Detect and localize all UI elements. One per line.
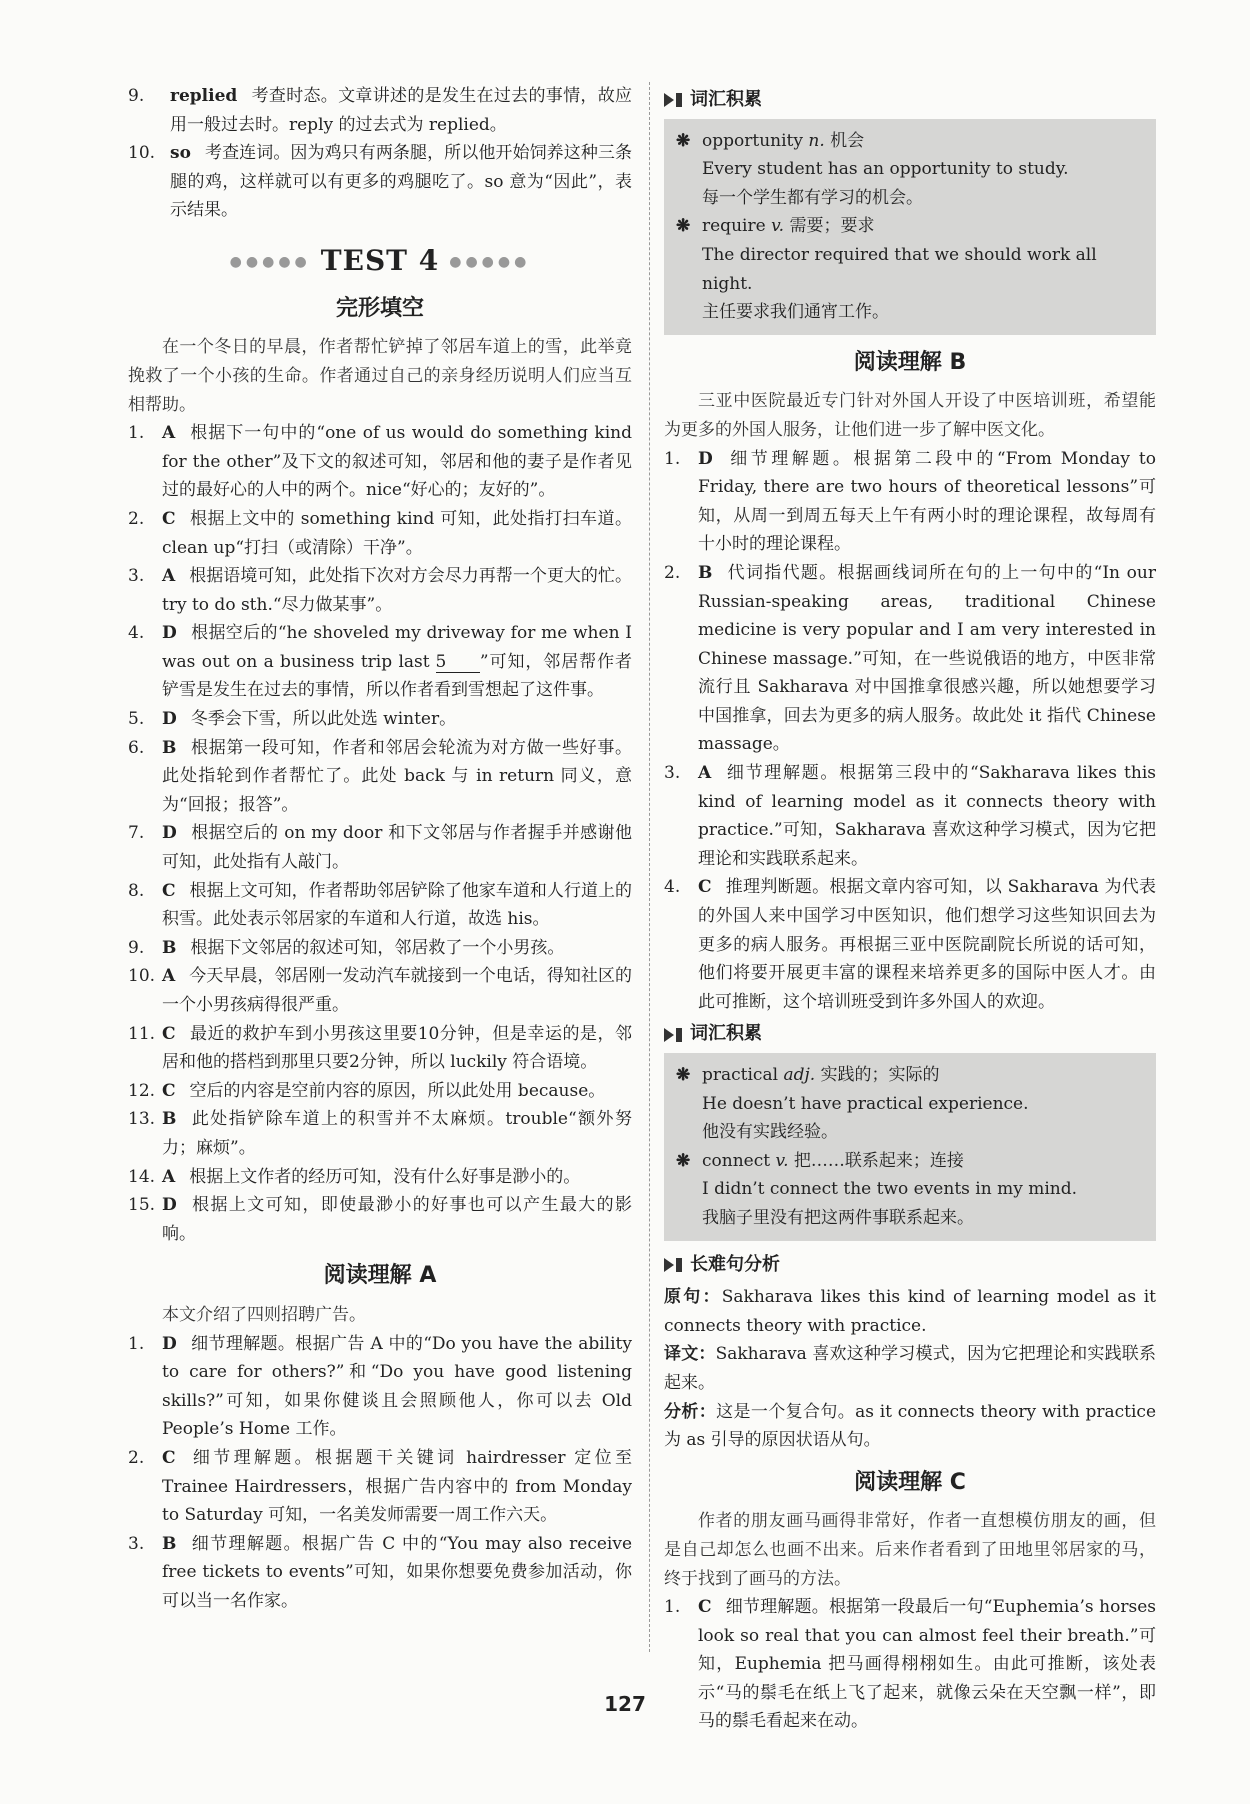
decorative-dots-right: ●●●●● — [449, 254, 531, 271]
cloze-item: 3. A 根据语境可知，此处指下次对方会尽力再帮一个更大的忙。try to do sth.“尽力做某事”。 — [128, 566, 632, 615]
reading-a-item: 3. B 细节理解题。根据广告 C 中的“You may also receive free tickets to events”可知，如果你想要免费参加活动，你可以当一名作家。 — [128, 1533, 632, 1611]
right-column — [664, 82, 1156, 1736]
cloze-item: 13. B 此处指铲除车道上的积雪并不太麻烦。trouble“额外努力；麻烦”。 — [128, 1109, 632, 1158]
arrow-icon — [664, 1028, 674, 1042]
reading-c-item: 1. C 细节理解题。根据第一段最后一句“Euphemia’s horses look so real that you can almost feel their breath.”可知，Euphemia 把马画得栩栩如生。由此可推断，该处表示“马的鬃毛在纸上飞了起来，就像云朵在天空飘一样”，即马的鬃毛看起来在动。 — [664, 1597, 1156, 1732]
vocab-header-2: 词汇积累 — [664, 1020, 1156, 1049]
vocab-entry: ❋ opportunity n. 机会 — [676, 127, 1146, 156]
blank-number: 5 — [436, 652, 480, 673]
reading-a-intro: 本文介绍了四则招聘广告。 — [162, 1304, 366, 1325]
vocab-example-en: I didn’t connect the two events in my mind. — [702, 1179, 1077, 1200]
cloze-intro: 在一个冬日的早晨，作者帮忙铲掉了邻居车道上的雪，此举竟挽救了一个小孩的生命。作者通过自己的亲身经历说明人们应当互相帮助。 — [128, 337, 632, 415]
decorative-dots-left: ●●●●● — [229, 254, 311, 271]
asterisk-icon: ❋ — [676, 130, 691, 151]
vocab-entry: ❋ require v. 需要；要求 — [676, 212, 1146, 241]
vocab-example-en: He doesn’t have practical experience. — [702, 1093, 1029, 1114]
reading-b-item: 3. A 细节理解题。根据第三段中的“Sakharava likes this kind of learning model as it connects theory with practice.”可知，Sakharava 喜欢这种学习模式，因为它把理论和实践联系起来。 — [664, 763, 1156, 869]
cloze-item: 7. D 根据空后的 on my door 和下文邻居与作者握手并感谢他可知，此处指有人敲门。 — [128, 823, 632, 873]
analysis-explanation: 分析：这是一个复合句。as it connects theory with practice 为 as 引导的原因状语从句。 — [664, 1401, 1157, 1451]
reading-a-item: 2. C 细节理解题。根据题干关键词 hairdresser 定位至 Trainee Hairdressers，根据广告内容中的 from Monday to Saturday 可知，一名美发师需要一周工作六天。 — [128, 1447, 632, 1526]
prev-item-9: 9. replied 考查时态。文章讲述的是发生在过去的事情，故应用一般过去时。reply 的过去式为 replied。 — [128, 86, 632, 135]
reading-c-title: 阅读理解 C — [854, 1469, 966, 1495]
vocab-example-zh: 每一个学生都有学习的机会。 — [702, 187, 923, 208]
reading-b-title: 阅读理解 B — [853, 349, 967, 375]
vocab-box-2 — [664, 1053, 1156, 1241]
asterisk-icon: ❋ — [676, 1065, 691, 1085]
cloze-item: 12. C 空后的内容是空前内容的原因，所以此处用 because。 — [128, 1080, 606, 1101]
left-column — [128, 82, 632, 1615]
cloze-item: 6. B 根据第一段可知，作者和邻居会轮流为对方做一些好事。此处指轮到作者帮忙了。此处 back 与 in return 同义，意为“回报；报答”。 — [128, 737, 632, 815]
vocab-entry: ❋ practical adj. 实践的；实际的 — [676, 1061, 1146, 1090]
analysis-translation: 译文：Sakharava 喜欢这种学习模式，因为它把理论和实践联系起来。 — [664, 1344, 1156, 1393]
asterisk-icon: ❋ — [676, 1150, 691, 1171]
cloze-title: 完形填空 — [335, 295, 424, 321]
reading-b-intro: 三亚中医院最近专门针对外国人开设了中医培训班，希望能为更多的外国人服务，让他们进一步了解中医文化。 — [664, 391, 1156, 440]
column-divider — [649, 82, 650, 1652]
vocab-entry: ❋ connect v. 把……联系起来；连接 — [676, 1147, 1146, 1176]
cloze-items — [128, 419, 632, 1248]
cloze-item: 2. C 根据上文中的 something kind 可知，此处指打扫车道。clean up“打扫（或清除）干净”。 — [128, 508, 632, 558]
cloze-item: 9. B 根据下文邻居的叙述可知，邻居救了一个小男孩。 — [128, 937, 565, 958]
arrow-icon — [664, 93, 674, 107]
cloze-item: 10. A 今天早晨，邻居刚一发动汽车就接到一个电话，得知社区的一个小男孩病得很严重。 — [128, 966, 632, 1016]
vocab-header-1: 词汇积累 — [664, 86, 1156, 115]
arrow-icon — [664, 1258, 674, 1272]
vocab-example-zh: 主任要求我们通宵工作。 — [702, 302, 889, 323]
asterisk-icon: ❋ — [676, 216, 691, 237]
cloze-item: 11. C 最近的救护车到小男孩这里要10分钟，但是幸运的是，邻居和他的搭档到那里只要2分钟，所以 luckily 符合语境。 — [128, 1023, 632, 1073]
analysis-original: 原句：Sakharava likes this kind of learning model as it connects theory with practice. — [664, 1287, 1157, 1336]
bar-icon — [676, 93, 682, 107]
cloze-item: 8. C 根据上文可知，作者帮助邻居铲除了他家车道和人行道上的积雪。此处表示邻居家的车道和人行道，故选 his。 — [128, 880, 632, 930]
analysis-header: 长难句分析 — [664, 1251, 1156, 1280]
cloze-item: 14. A 根据上文作者的经历可知，没有什么好事是渺小的。 — [128, 1166, 581, 1187]
cloze-item: 4. D 根据空后的“he shoveled my driveway for me when I was out on a business trip last 5 ”可知，邻居帮作者铲雪是发生在过去的事情，所以作者看到雪想起了这件事。 — [128, 623, 632, 701]
cloze-item: 1. A 根据下一句中的“one of us would do something kind for the other”及下文的叙述可知，邻居和他的妻子是作者见过的最好心的人中的两个。nice“好心的；友好的”。 — [128, 423, 632, 501]
vocab-example-zh: 我脑子里没有把这两件事联系起来。 — [702, 1207, 974, 1228]
cloze-item: 15. D 根据上文可知，即使最渺小的好事也可以产生最大的影响。 — [128, 1195, 632, 1244]
cloze-item: 5. D 冬季会下雪，所以此处选 winter。 — [128, 709, 457, 730]
reading-a-title: 阅读理解 A — [323, 1263, 437, 1289]
prev-item-10: 10. so 考查连词。因为鸡只有两条腿，所以他开始饲养这种三条腿的鸡，这样就可以有更多的鸡腿吃了。so 意为“因此”，表示结果。 — [128, 143, 632, 221]
vocab-example-en: Every student has an opportunity to study. — [702, 159, 1069, 180]
vocab-box-1 — [664, 119, 1156, 335]
bar-icon — [676, 1028, 682, 1042]
page-number: 127 — [604, 1692, 646, 1716]
reading-c-intro: 作者的朋友画马画得非常好，作者一直想模仿朋友的画，但是自己却怎么也画不出来。后来作者看到了田地里邻居家的马，终于找到了画马的方法。 — [664, 1511, 1156, 1589]
test-title: ●●●●● TEST 4 ●●●●● — [229, 243, 531, 277]
reading-b-item: 4. C 推理判断题。根据文章内容可知，以 Sakharava 为代表的外国人来中国学习中医知识，他们想学习这些知识回去为更多的病人服务。再根据三亚中医院副院长所说的话可知，他们将要开展更丰富的课程来培养更多的国际中医人才。由此可推断，这个培训班受到许多外国人的欢迎。 — [664, 877, 1156, 1012]
reading-a-item: 1. D 细节理解题。根据广告 A 中的“Do you have the ability to care for others?”和“Do you have good listening skills?”可知，如果你健谈且会照顾他人，你可以去 Old People’s Home 工作。 — [128, 1333, 632, 1440]
reading-b-item: 2. B 代词指代题。根据画线词所在句的上一句中的“In our Russian-speaking areas, traditional Chinese medicine is very popular and I am very interested in Chinese massage.”可知，在一些说俄语的地方，中医非常流行且 Sakharava 对中国推拿很感兴趣，所以她想要学习中国推拿，回去为更多的病人服务。故此处 it 指代 Chinese massage。 — [664, 562, 1156, 755]
bar-icon — [676, 1258, 682, 1272]
vocab-example-zh: 他没有实践经验。 — [702, 1122, 838, 1143]
reading-b-item: 1. D 细节理解题。根据第二段中的“From Monday to Friday, there are two hours of theoretical lessons”可知，从周一到周五每天上午有两小时的理论课程，故每周有十小时的理论课程。 — [664, 448, 1156, 555]
vocab-example-en: The director required that we should work all night. — [702, 244, 1097, 294]
